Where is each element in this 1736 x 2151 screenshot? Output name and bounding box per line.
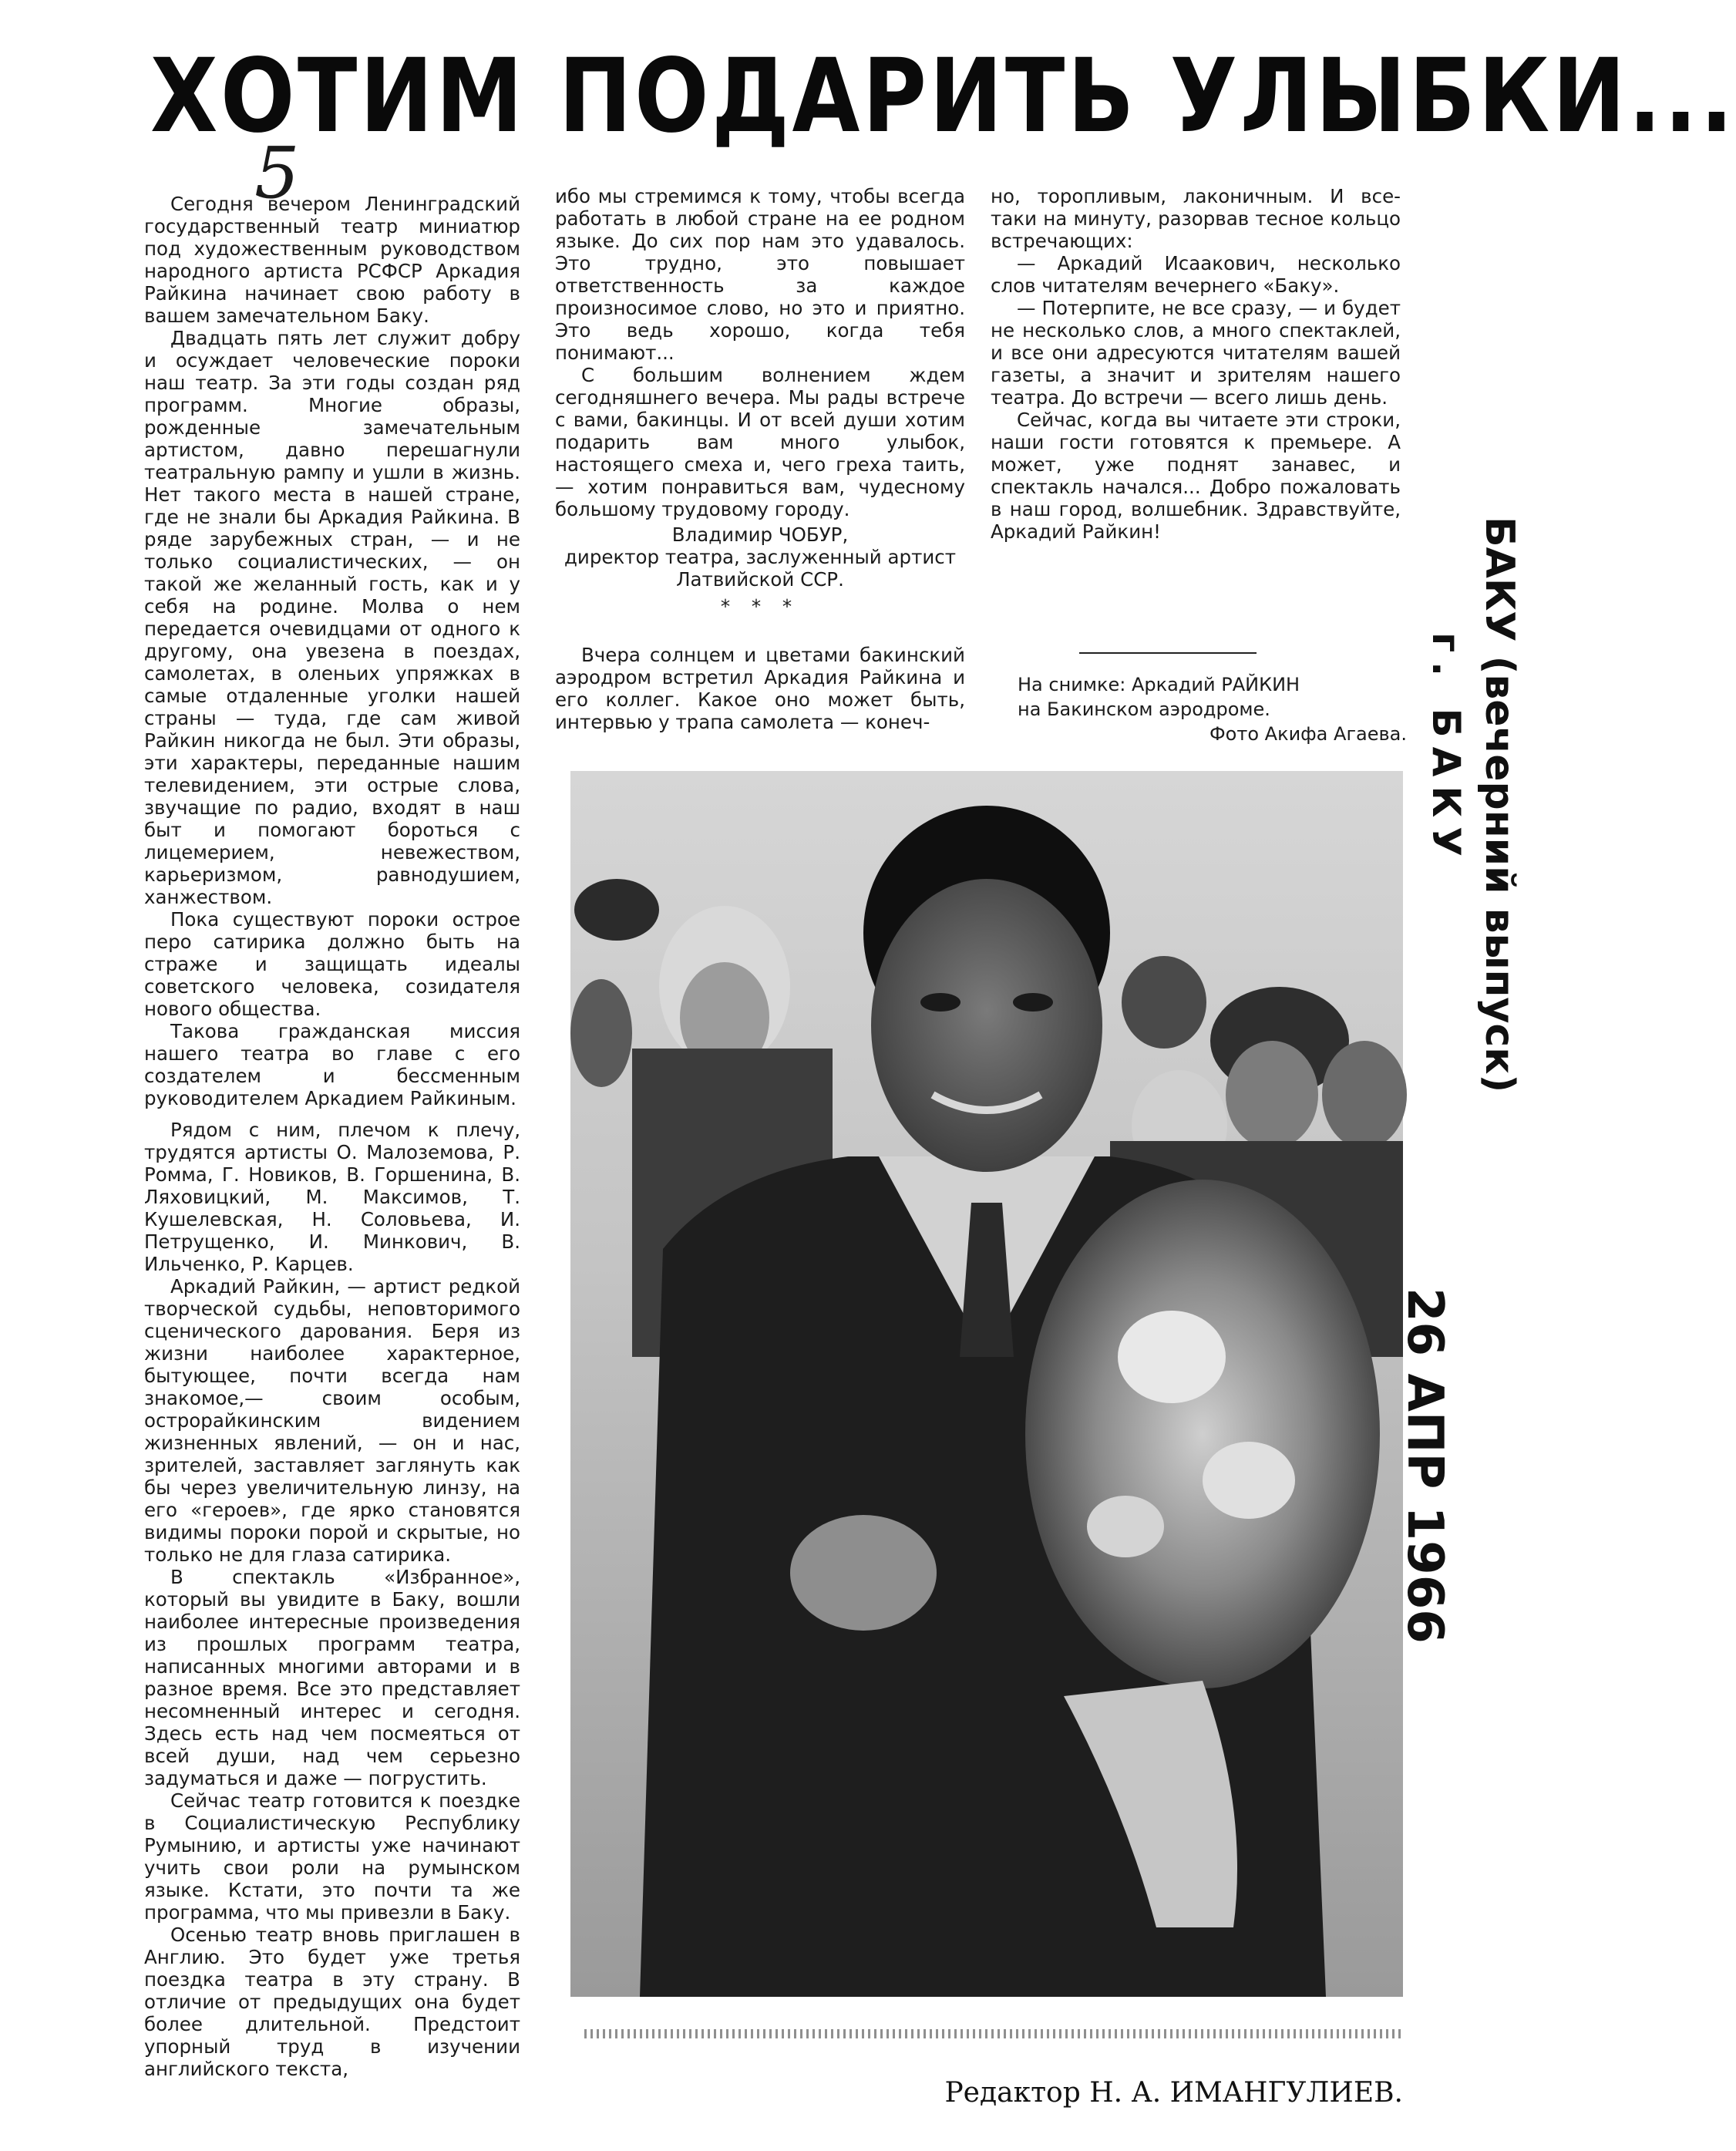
paragraph: ибо мы стремимся к тому, чтобы всегда работать в любой стране на ее родном языке. До сих пор нам это удавалось. Это трудно, это повышает ответственность за каждое произносимое слово, но это и приятно. Это ведь хорошо, когда тебя понимают... bbox=[555, 185, 965, 364]
flower-head bbox=[1087, 1496, 1164, 1557]
caption-line-1: На снимке: Аркадий РАЙКИН bbox=[1018, 674, 1300, 695]
caption-line-2: на Бакинском аэродроме. bbox=[1018, 698, 1270, 720]
paragraph: — Аркадий Исаакович, несколько слов читателям вечернего «Баку». bbox=[991, 252, 1401, 297]
paragraph: — Потерпите, не все сразу, — и будет не несколько слов, а много спектаклей, и все они адресуются читателям вашей газеты, а значит и зрителям нашего театра. До встречи — всего лишь день. bbox=[991, 297, 1401, 409]
paragraph: Сегодня вечером Ленинградский государственный театр миниатюр под художественным руководством народного артиста РСФСР Аркадия Райкина начинает свою работу в вашем замечательном Баку. bbox=[144, 193, 520, 327]
man-hand bbox=[790, 1515, 937, 1631]
handwritten-number: 5 bbox=[254, 132, 300, 214]
crowd-cap bbox=[574, 879, 659, 941]
stamp-paper-name: БАКУ (вечерний выпуск) bbox=[1476, 517, 1522, 1093]
headline: ХОТИМ ПОДАРИТЬ УЛЫБКИ... bbox=[150, 37, 1736, 156]
flower-bouquet bbox=[1025, 1180, 1380, 1688]
caption-divider bbox=[1079, 652, 1257, 654]
paragraph: Осенью театр вновь приглашен в Англию. Это будет уже третья поездка театра в эту страну. В отличие от предыдущих она будет более длительной. Предстоит упорный труд в изучении английского текста, bbox=[144, 1924, 520, 2080]
crowd-person-left bbox=[570, 979, 632, 1087]
signature-title: директор театра, заслуженный артист Латвийской ССР. bbox=[564, 546, 957, 591]
print-border-dots bbox=[584, 2029, 1401, 2038]
man-eye-right bbox=[1013, 993, 1053, 1012]
news-photo bbox=[570, 771, 1403, 1997]
article-column-2-bottom bbox=[555, 644, 965, 759]
paragraph: Рядом с ним, плечом к плечу, трудятся артисты О. Малоземова, Р. Ромма, Г. Новиков, В. Горшенина, В. Ляховицкий, М. Максимов, Т. Кушелевская, Н. Соловьева, И. Петрущенко, И. Минкович, В. Ильченко, Р. Карцев. bbox=[144, 1119, 520, 1275]
paragraph: Аркадий Райкин, — артист редкой творческой судьбы, неповторимого сценического дарования. Беря из жизни наиболее характерное, бытующее, почти всегда нам знакомое,— своим особым, острорайкинским видением жизненных явлений, — он и нас, зрителей, заставляет заглянуть как бы через увеличительную линзу, на его «героев», где ярко становятся видимы пороки порой и скрытые, но только не для глаза сатирика. bbox=[144, 1275, 520, 1566]
stamp-city: г. БАКУ bbox=[1424, 632, 1469, 866]
paragraph: С большим волнением ждем сегодняшнего вечера. Мы рады встрече с вами, бакинцы. И от всей души хотим подарить вам много улыбок, настоящего смеха и, чего греха таить, — хотим понравиться вам, чудесному большому трудовому городу. bbox=[555, 364, 965, 520]
photo-illustration bbox=[570, 771, 1403, 1997]
crowd-man-right bbox=[1122, 956, 1206, 1049]
editor-line: Редактор Н. А. ИМАНГУЛИЕВ. bbox=[944, 2077, 1403, 2109]
separator-stars: * * * bbox=[720, 595, 800, 618]
paragraph: В спектакль «Избранное», который вы увидите в Баку, вошли наиболее интересные произведения из прошлых программ театра, написанных многими авторами и в разное время. Все это представляет несомненный интерес и сегодня. Здесь есть над чем посмеяться от всей души, над чем серьезно задуматься и даже — погрустить. bbox=[144, 1566, 520, 1789]
paragraph: но, торопливым, лаконичным. И все-таки на минуту, разорвав тесное кольцо встречающих: bbox=[991, 185, 1401, 252]
paragraph: Двадцать пять лет служит добру и осуждает человеческие пороки наш театр. За эти годы создан ряд программ. Многие образы, рожденные замечательным артистом, давно перешагнули театральную рампу и ушли в жизнь. Нет такого места в нашей стране, где не знали бы Аркадия Райкина. В ряде зарубежных стран, — и не только социалистических, — он такой же желанный гость, как и у себя на родине. Молва о нем передается очевидцами от одного к другому, она увезена в поездах, самолетах, в оленьих упряжках в самые отдаленные уголки нашей страны — туда, где сам живой Райкин никогда не был. Эти образы, эти характеры, переданные нашим телевидением, эти острые слова, звучащие по радио, входят в наш быт и помогают бороться с лицемерием, невежеством, карьеризмом, равнодушием, ханжеством. bbox=[144, 327, 520, 908]
paragraph: Вчера солнцем и цветами бакинский аэродром встретил Аркадия Райкина и его коллег. Какое оно может быть, интервью у трапа самолета — конеч- bbox=[555, 644, 965, 733]
signature-name: Владимир ЧОБУР, bbox=[671, 523, 849, 546]
flower-head bbox=[1203, 1442, 1295, 1519]
crowd-face-far-right bbox=[1322, 1041, 1407, 1149]
crowd-face-right bbox=[1226, 1041, 1318, 1149]
archive-stamp bbox=[1396, 517, 1530, 1644]
photo-caption bbox=[1018, 672, 1407, 749]
photo-credit: Фото Акифа Агаева. bbox=[1209, 723, 1407, 745]
man-eye-left bbox=[920, 993, 961, 1012]
article-column-1 bbox=[144, 193, 520, 2080]
paragraph: Пока существуют пороки острое перо сатирика должно быть на страже и защищать идеалы советского человека, созидателя нового общества. bbox=[144, 908, 520, 1020]
flower-head bbox=[1118, 1311, 1226, 1403]
article-column-3 bbox=[991, 185, 1401, 640]
paragraph: Сейчас театр готовится к поездке в Социалистическую Республику Румынию, и артисты уже начинают учить свои роли на румынском языке. Кстати, это почти та же программа, что мы привезли в Баку. bbox=[144, 1789, 520, 1924]
paragraph: Такова гражданская миссия нашего театра во главе с его создателем и бессменным руководителем Аркадием Райкиным. bbox=[144, 1020, 520, 1109]
man-face bbox=[871, 879, 1102, 1172]
paragraph: Сейчас, когда вы читаете эти строки, наши гости готовятся к премьере. А может, уже поднят занавес, и спектакль начался... Добро пожаловать в наш город, волшебник. Здравствуйте, Аркадий Райкин! bbox=[991, 409, 1401, 543]
stamp-date: 26 АПР 1966 bbox=[1396, 1288, 1453, 1644]
